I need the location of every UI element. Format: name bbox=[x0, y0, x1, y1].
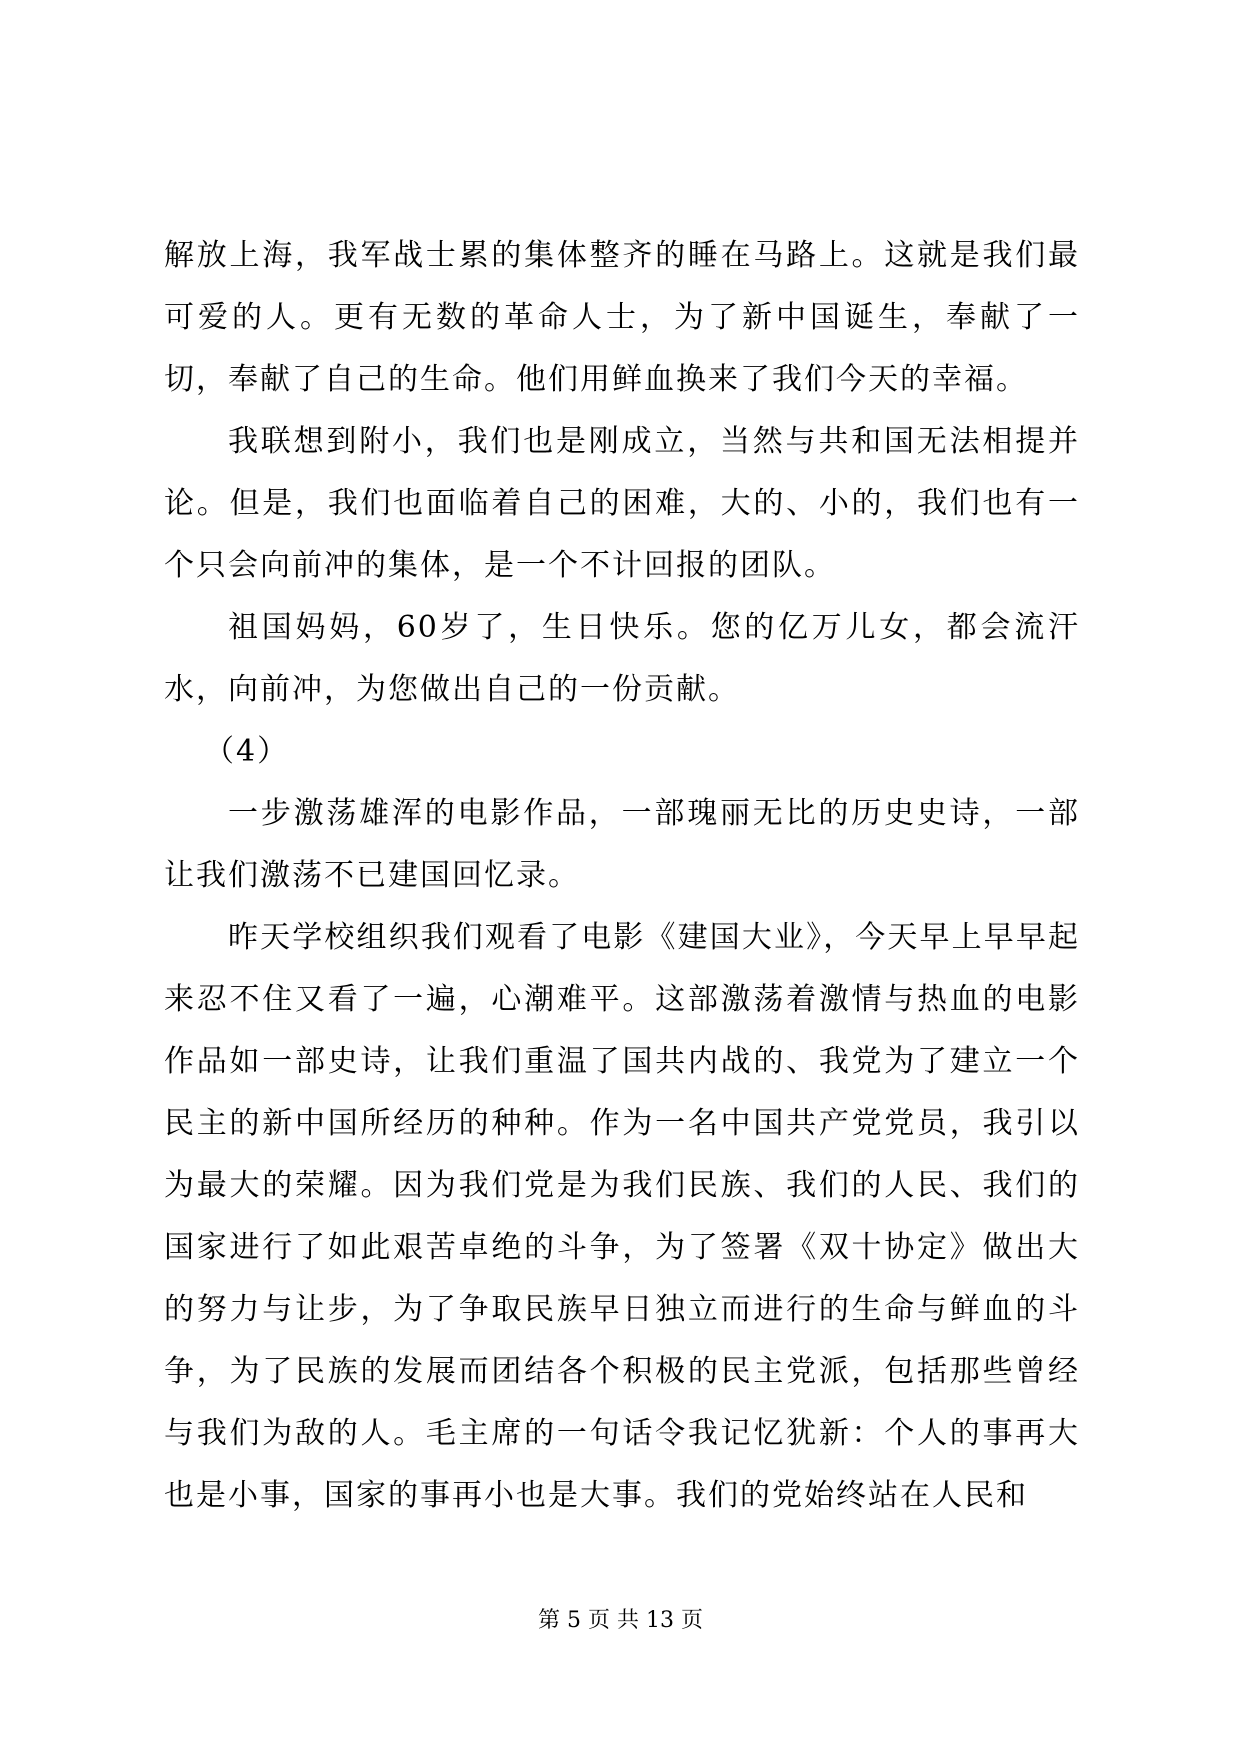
paragraph-film-review: 昨天学校组织我们观看了电影《建国大业》，今天早上早早起来忍不住又看了一遍，心潮难平。这部激荡着激情与热血的电影作品如一部史诗，让我们重温了国共内战的、我党为了建立一个民主的新中国所经历的种种。作为一名中国共产党党员，我引以为最大的荣耀。因为我们党是为我们民族、我们的人民、我们的国家进行了如此艰苦卓绝的斗争，为了签署《双十协定》做出大的努力与让步，为了争取民族早日独立而进行的生命与鲜血的斗争，为了民族的发展而团结各个积极的民主党派，包括那些曾经与我们为敌的人。毛主席的一句话令我记忆犹新：个人的事再大也是小事，国家的事再小也是大事。我们的党始终站在人民和 bbox=[164, 920, 1080, 1513]
paragraph-birthday: 祖国妈妈，60岁了，生日快乐。您的亿万儿女，都会流汗水，向前冲，为您做出自己的一份贡献。 bbox=[164, 610, 1080, 707]
document-body bbox=[164, 225, 1080, 1527]
paragraph-film-intro: 一步激荡雄浑的电影作品，一部瑰丽无比的历史史诗，一部让我们激荡不已建国回忆录。 bbox=[164, 796, 1080, 893]
paragraph-fuxiao: 我联想到附小，我们也是刚成立，当然与共和国无法相提并论。但是，我们也面临着自己的困难，大的、小的，我们也有一个只会向前冲的集体，是一个不计回报的团队。 bbox=[164, 424, 1080, 583]
page-footer: 第 5 页 共 13 页 bbox=[538, 1608, 703, 1633]
paragraph-continuation: 解放上海，我军战士累的集体整齐的睡在马路上。这就是我们最可爱的人。更有无数的革命人士，为了新中国诞生，奉献了一切，奉献了自己的生命。他们用鲜血换来了我们今天的幸福。 bbox=[164, 238, 1080, 397]
section-number: （4） bbox=[204, 734, 290, 769]
